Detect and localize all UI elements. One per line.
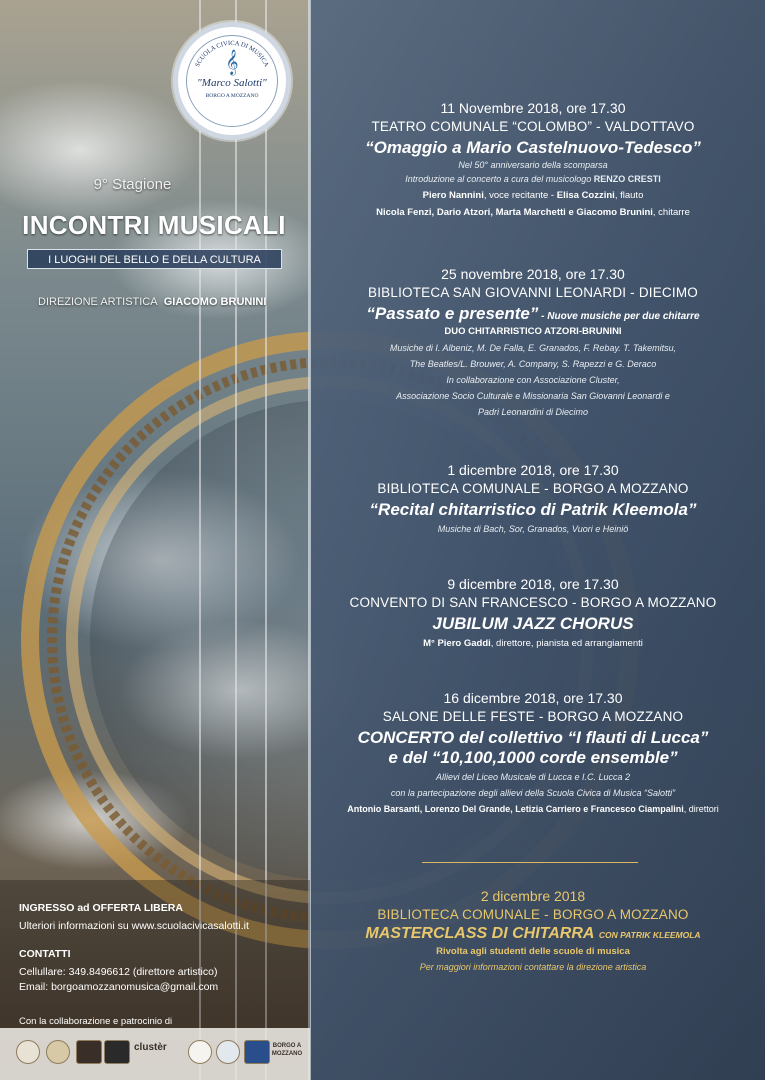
masterclass [318,888,748,972]
event-date: 9 dicembre 2018, ore 17.30 [447,576,619,592]
email-info: Email: borgoamozzanomusica@gmail.com [19,981,219,993]
school-logo [173,22,291,140]
masterclass-date: 2 dicembre 2018 [480,888,586,904]
event-line [313,804,753,814]
church-seal-icon [216,1040,240,1064]
comune-borgo-a-mozzano-icon: BORGO A MOZZANO [271,1043,303,1057]
masterclass-venue: BIBLIOTECA COMUNALE - BORGO A MOZZANO [377,907,689,922]
event-5 [313,690,753,814]
event-title: “Passato e presente” [366,304,539,323]
poster-title: INCONTRI MUSICALI [22,210,286,240]
event-line: DUO CHITARRISTICO ATZORI-BRUNINI [444,326,622,337]
scm-logo-icon [76,1040,102,1064]
event-title: “Omaggio a Mario Castelnuovo-Tedesco” [365,138,701,157]
event-line: Musiche di Bach, Sor, Granados, Vuori e Heiniö [437,524,629,534]
artistic-direction [38,296,266,308]
event-venue: TEATRO COMUNALE “COLOMBO” - VALDOTTAVO [371,119,695,134]
event-line: Nel 50° anniversario della scomparsa [458,160,608,170]
line-bold: Elisa Cozzini [556,190,615,201]
line-bold: M° Piero Gaddi [423,638,491,649]
logo-bottom-text: BORGO A MOZZANO [205,93,259,99]
entry-info: INGRESSO ad OFFERTA LIBERA [19,902,183,914]
event-4 [318,576,748,649]
event-title-suffix: - Nuove musiche per due chitarre [538,311,700,322]
svg-text:SCUOLA CIVICA DI MUSICA: SCUOLA CIVICA DI MUSICA [194,39,270,69]
line-bold: Antonio Barsanti, Lorenzo Del Grande, Letizia Carriero e Francesco Ciampalini [347,804,684,814]
event-date: 16 dicembre 2018, ore 17.30 [443,690,623,706]
gold-divider [422,862,638,863]
event-venue: BIBLIOTECA COMUNALE - BORGO A MOZZANO [377,481,689,496]
event-1 [318,100,748,218]
event-date: 11 Novembre 2018, ore 17.30 [440,100,626,116]
direction-name: GIACOMO BRUNINI [163,296,267,308]
event-title: JUBILUM JAZZ CHORUS [432,614,634,633]
event-line [318,174,748,184]
masterclass-title-row [318,925,748,943]
event-venue: BIBLIOTECA SAN GIOVANNI LEONARDI - DIECIMO [368,285,698,300]
event-line [318,207,748,218]
event-line: Allievi del Liceo Musicale di Lucca e I.C. Lucca 2 [435,772,631,782]
saint-medallion-icon [46,1040,70,1064]
event-title: “Recital chitarristico di Patrik Kleemola” [369,500,697,519]
logo-name: "Marco Salotti" [197,77,267,89]
cluster-logo-icon: clustèr [134,1042,167,1053]
event-line: Musiche di I. Albeniz, M. De Falla, E. Granados, F. Rebay. T. Takemitsu, [389,343,677,353]
phone-info: Cellullare: 349.8496612 (direttore artistico) [19,966,218,978]
event-3 [318,462,748,534]
direction-label: DIREZIONE ARTISTICA [38,296,158,308]
event-line: Associazione Socio Culturale e Missionaria San Giovanni Leonardi e [396,391,670,401]
event-venue: CONVENTO DI SAN FRANCESCO - BORGO A MOZZANO [349,595,717,610]
event-line: In collaborazione con Associazione Cluster, [446,375,620,385]
orchestra-seal-icon [16,1040,40,1064]
svg-text:𝄞: 𝄞 [225,50,239,75]
event-title-line2: e del “10,100,1000 corde ensemble” [388,748,678,767]
event-venue: SALONE DELLE FESTE - BORGO A MOZZANO [382,709,684,724]
event-line: The Beatles/L. Brouwer, A. Company, S. Rapezzi e G. Deraco [409,359,657,369]
event-line: con la partecipazione degli allievi della Scuola Civica di Musica “Salotti” [390,788,676,798]
shield-crest-icon [244,1040,270,1064]
music-school-logo-icon [188,1040,212,1064]
event-line: Padri Leonardini di Diecimo [477,407,589,417]
masterclass-title: MASTERCLASS DI CHITARRA [365,925,595,942]
event-title-row [318,304,748,324]
masterclass-note: Per maggiori informazioni contattare la direzione artistica [419,962,647,972]
scm-logo-2-icon [104,1040,130,1064]
website-info: Ulteriori informazioni su www.scuolacivicasalotti.it [19,920,249,932]
event-line [318,638,748,649]
masterclass-line: Rivolta agli studenti delle scuole di musica [436,946,630,957]
line-text: , chitarre [652,207,690,218]
line-bold: RENZO CRESTI [593,174,661,184]
event-2 [318,266,748,417]
line-text: , direttore, pianista ed arrangiamenti [490,638,643,649]
line-bold: Piero Nannini [422,190,484,201]
line-text: , direttori [683,804,719,814]
line-text: , voce recitante - [483,190,557,201]
event-title: CONCERTO del collettivo “I flauti di Lucca” [357,728,709,747]
collaboration-label: Con la collaborazione e patrocinio di [19,1016,173,1027]
line-text: Introduzione al concerto a cura del musicologo [405,174,594,184]
event-date: 1 dicembre 2018, ore 17.30 [447,462,619,478]
season-label: 9° Stagione [93,176,172,193]
contacts-label: CONTATTI [19,948,71,960]
masterclass-suffix: CON PATRIK KLEEMOLA [598,930,701,940]
line-text: , flauto [614,190,644,201]
event-line [318,190,748,201]
poster-subtitle: I LUOGHI DEL BELLO E DELLA CULTURA [27,249,282,269]
event-date: 25 novembre 2018, ore 17.30 [441,266,625,282]
line-bold: Nicola Fenzi, Dario Atzori, Marta Marchetti e Giacomo Brunini [376,207,653,218]
